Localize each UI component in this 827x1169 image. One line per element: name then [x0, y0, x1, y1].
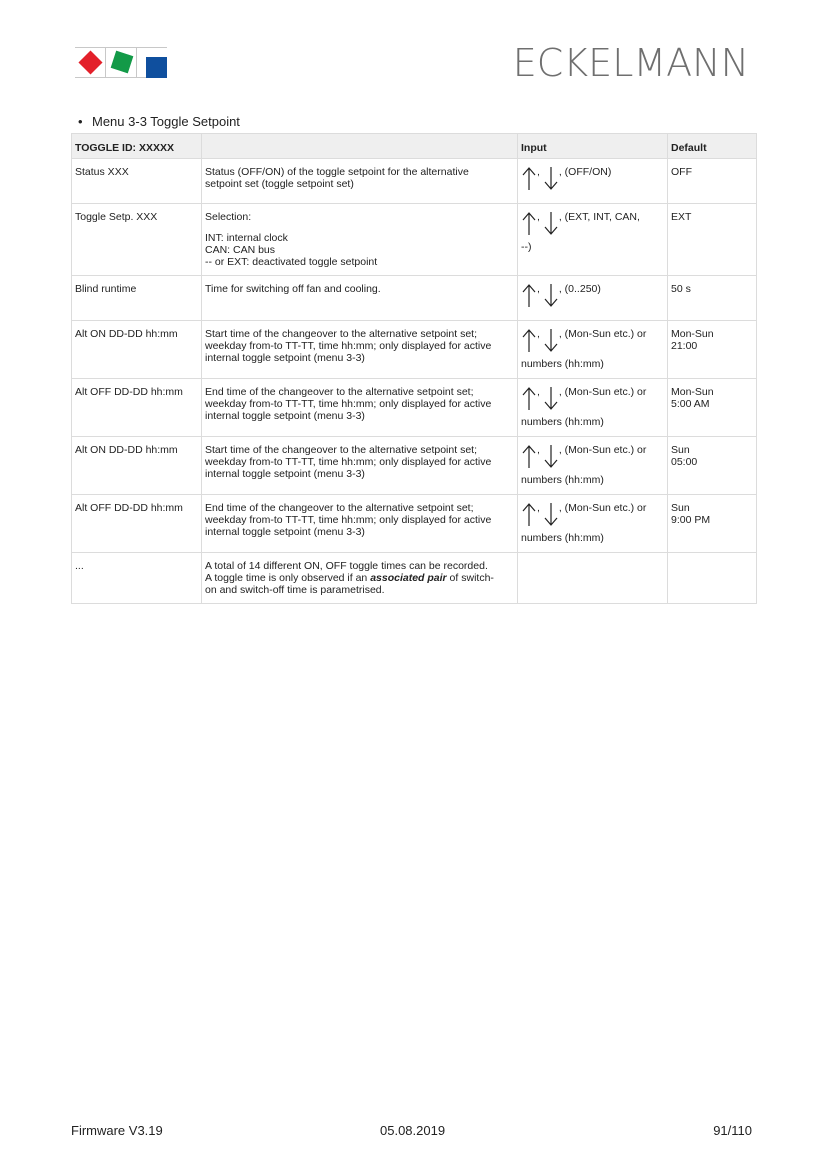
- col-header-input: Input: [518, 134, 668, 159]
- input-range: , (Mon-Sun etc.) or: [558, 502, 647, 514]
- table-row: [72, 495, 757, 553]
- description-line: internal toggle setpoint (menu 3-3): [205, 526, 365, 538]
- footer-page-number: 91/110: [713, 1123, 752, 1138]
- input-range-cont: numbers (hh:mm): [521, 358, 604, 370]
- input-range-cont: --): [521, 241, 532, 253]
- param-name: Alt OFF DD-DD hh:mm: [72, 495, 202, 553]
- param-description: [202, 204, 518, 276]
- default-value: Mon-Sun: [671, 328, 714, 340]
- footer-firmware: Firmware V3.19: [71, 1123, 163, 1138]
- note-text: A toggle time is only observed if an: [205, 572, 371, 584]
- arrow-down-icon: [543, 386, 559, 416]
- parameter-table: [71, 133, 757, 604]
- brand-wordmark: ECKELMANN: [512, 41, 749, 85]
- col-header-description: [202, 134, 518, 159]
- description-line: -- or EXT: deactivated toggle setpoint: [205, 256, 378, 268]
- param-description: [202, 321, 518, 379]
- param-input: [518, 437, 668, 495]
- param-input: [518, 495, 668, 553]
- description-line: internal toggle setpoint (menu 3-3): [205, 468, 365, 480]
- table-header-row: [72, 134, 757, 159]
- input-separator: ,: [537, 502, 540, 514]
- param-name: Status XXX: [72, 159, 202, 204]
- param-name: Alt ON DD-DD hh:mm: [72, 437, 202, 495]
- param-input: [518, 553, 668, 604]
- param-name: Toggle Setp. XXX: [72, 204, 202, 276]
- input-range: , (Mon-Sun etc.) or: [558, 328, 647, 340]
- input-range: , (Mon-Sun etc.) or: [558, 386, 647, 398]
- selection-label: Selection:: [205, 211, 252, 223]
- input-range: , (EXT, INT, CAN,: [558, 211, 640, 223]
- param-default: [668, 495, 757, 553]
- arrow-down-icon: [543, 166, 559, 196]
- default-value: 5:00 AM: [671, 398, 710, 410]
- table-row: [72, 379, 757, 437]
- eckelmann-logo: [75, 47, 167, 78]
- param-input: [518, 204, 668, 276]
- default-value: Sun: [671, 502, 690, 514]
- logo-green-square: [111, 51, 134, 74]
- description-line: End time of the changeover to the alternative setpoint set;: [205, 386, 474, 398]
- param-name: Alt ON DD-DD hh:mm: [72, 321, 202, 379]
- input-separator: ,: [537, 444, 540, 456]
- description-line: setpoint set (toggle setpoint set): [205, 178, 354, 190]
- param-description: [202, 159, 518, 204]
- param-default: [668, 553, 757, 604]
- description-line: Status (OFF/ON) of the toggle setpoint for the alternative: [205, 166, 469, 178]
- arrow-up-icon: [521, 283, 537, 313]
- description-line: CAN: CAN bus: [205, 244, 276, 256]
- input-separator: ,: [537, 386, 540, 398]
- input-range-cont: numbers (hh:mm): [521, 474, 604, 486]
- arrow-up-icon: [521, 386, 537, 416]
- description-line: internal toggle setpoint (menu 3-3): [205, 410, 365, 422]
- input-range: , (0..250): [558, 283, 601, 295]
- input-separator: ,: [537, 283, 540, 295]
- arrow-up-icon: [521, 444, 537, 474]
- table-row: [72, 321, 757, 379]
- section-title: Menu 3-3 Toggle Setpoint: [92, 114, 240, 129]
- description-line: Start time of the changeover to the alternative setpoint set;: [205, 328, 477, 340]
- input-range-cont: numbers (hh:mm): [521, 416, 604, 428]
- param-name: Blind runtime: [72, 276, 202, 321]
- default-value: Sun: [671, 444, 690, 456]
- param-name: ...: [72, 553, 202, 604]
- description-line: Time for switching off fan and cooling.: [205, 283, 381, 295]
- description-line: weekday from-to TT-TT, time hh:mm; only displayed for active: [205, 340, 492, 352]
- input-separator: ,: [537, 166, 540, 178]
- param-default: [668, 159, 757, 204]
- arrow-down-icon: [543, 283, 559, 313]
- table-row: [72, 437, 757, 495]
- param-input: [518, 321, 668, 379]
- param-input: [518, 159, 668, 204]
- default-value: Mon-Sun: [671, 386, 714, 398]
- table-row: [72, 159, 757, 204]
- footer-date: 05.08.2019: [380, 1123, 446, 1138]
- description-line: End time of the changeover to the alternative setpoint set;: [205, 502, 474, 514]
- arrow-down-icon: [543, 211, 559, 241]
- param-default: [668, 276, 757, 321]
- description-line: internal toggle setpoint (menu 3-3): [205, 352, 365, 364]
- col-header-default: Default: [668, 134, 757, 159]
- bullet: •: [78, 114, 83, 129]
- param-input: [518, 276, 668, 321]
- description-line: weekday from-to TT-TT, time hh:mm; only displayed for active: [205, 514, 492, 526]
- description-line: INT: internal clock: [205, 232, 288, 244]
- arrow-up-icon: [521, 502, 537, 532]
- default-value: 50 s: [671, 283, 691, 295]
- note-line: A total of 14 different ON, OFF toggle times can be recorded.: [205, 560, 488, 572]
- col-header-toggle-id: TOGGLE ID: XXXXX: [72, 134, 202, 159]
- arrow-down-icon: [543, 444, 559, 474]
- note-line: [205, 572, 514, 584]
- note-emphasis: associated pair: [370, 572, 447, 584]
- arrow-up-icon: [521, 328, 537, 358]
- description-line: weekday from-to TT-TT, time hh:mm; only displayed for active: [205, 456, 492, 468]
- param-default: [668, 321, 757, 379]
- table-row: [72, 276, 757, 321]
- param-description: [202, 495, 518, 553]
- input-separator: ,: [537, 211, 540, 223]
- default-value: EXT: [671, 211, 692, 223]
- param-default: [668, 437, 757, 495]
- logo-red-square: [78, 50, 102, 74]
- input-range: , (OFF/ON): [558, 166, 612, 178]
- param-description: [202, 437, 518, 495]
- param-description: [202, 276, 518, 321]
- input-range-cont: numbers (hh:mm): [521, 532, 604, 544]
- arrow-down-icon: [543, 502, 559, 532]
- default-value: 05:00: [671, 456, 698, 468]
- default-value: 9:00 PM: [671, 514, 711, 526]
- description-line: Start time of the changeover to the alternative setpoint set;: [205, 444, 477, 456]
- logo-blue-square: [146, 57, 167, 78]
- note-description: [202, 553, 518, 604]
- param-input: [518, 379, 668, 437]
- note-text: of switch-: [446, 572, 494, 584]
- param-name: Alt OFF DD-DD hh:mm: [72, 379, 202, 437]
- table-row: [72, 204, 757, 276]
- param-description: [202, 379, 518, 437]
- section-heading: [78, 114, 240, 129]
- arrow-down-icon: [543, 328, 559, 358]
- default-value: 21:00: [671, 340, 698, 352]
- param-default: [668, 204, 757, 276]
- arrow-up-icon: [521, 211, 537, 241]
- table-row-note: [72, 553, 757, 604]
- arrow-up-icon: [521, 166, 537, 196]
- input-range: , (Mon-Sun etc.) or: [558, 444, 647, 456]
- param-default: [668, 379, 757, 437]
- note-line: on and switch-off time is parametrised.: [205, 584, 385, 596]
- input-separator: ,: [537, 328, 540, 340]
- description-line: weekday from-to TT-TT, time hh:mm; only displayed for active: [205, 398, 492, 410]
- default-value: OFF: [671, 166, 692, 178]
